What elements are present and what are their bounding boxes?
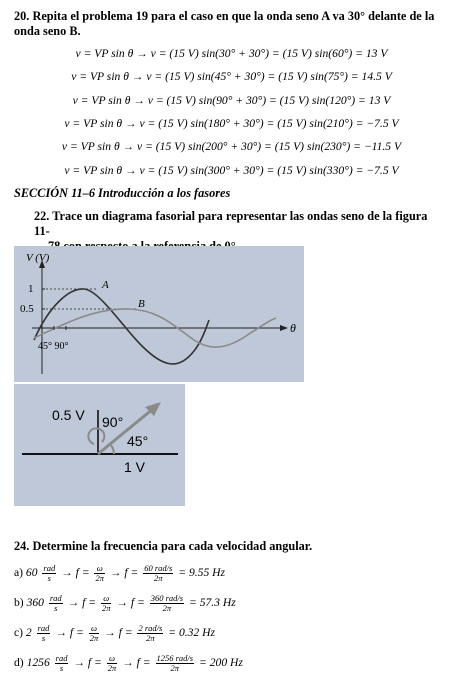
- omega-fraction: $\frac{\omega}{2\pi}$: [89, 623, 99, 643]
- value-fraction: $\frac{\text{60 rad/s}}{2\pi}$: [144, 563, 173, 583]
- answer-b-omega: 360: [26, 596, 44, 610]
- answer-d: d) 1256 $\frac{\text{rad}}{s}$ → f = $\frac{\omega}{2\pi}$ → f = $\frac{\text{1256 rad/s}}{2\pi}$ = 200 Hz: [14, 653, 243, 673]
- unit-fraction: $\frac{\text{rad}}{s}$: [43, 563, 56, 583]
- arrow-f: → f =: [61, 566, 90, 580]
- omega-fraction: $\frac{\omega}{2\pi}$: [107, 653, 117, 673]
- omega-fraction: $\frac{\omega}{2\pi}$: [101, 593, 111, 613]
- answer-c: c) 2 $\frac{\text{rad}}{s}$ → f = $\frac{\omega}{2\pi}$ → f = $\frac{\text{2 rad/s}}{2\pi}$ = 0.32 Hz: [14, 623, 216, 643]
- waveform-svg: [14, 246, 304, 382]
- equation-1: v = VP sin θ → v = (15 V) sin(30° + 30°) = (15 V) sin(60°) = 13 V: [75, 47, 388, 60]
- equation-6: v = VP sin θ → v = (15 V) sin(300° + 30°) = (15 V) sin(330°) = −7.5 V: [64, 164, 399, 177]
- answer-a-label: a): [14, 566, 24, 580]
- label-90: 90°: [102, 414, 124, 430]
- answer-a-omega: 60: [25, 566, 38, 580]
- answer-b-result: = 57.3 Hz: [188, 596, 236, 610]
- x-axis-label: θ: [290, 321, 296, 335]
- unit-fraction: $\frac{\text{rad}}{s}$: [37, 623, 50, 643]
- label-05v: 0.5 V: [52, 407, 85, 423]
- tick-05-label: 0.5: [20, 303, 34, 315]
- answer-b-label: b): [14, 596, 24, 610]
- unit-fraction: $\frac{\text{rad}}{s}$: [49, 593, 62, 613]
- equation-3: v = VP sin θ → v = (15 V) sin(90° + 30°) = (15 V) sin(120°) = 13 V: [72, 94, 391, 107]
- value-fraction: $\frac{\text{1256 rad/s}}{2\pi}$: [156, 653, 194, 673]
- value-fraction: $\frac{\text{2 rad/s}}{2\pi}$: [138, 623, 163, 643]
- equation-5: v = VP sin θ → v = (15 V) sin(200° + 30°) = (15 V) sin(230°) = −11.5 V: [61, 140, 402, 153]
- section-heading: SECCIÓN 11–6 Introducción a los fasores: [14, 186, 231, 200]
- answer-c-result: = 0.32 Hz: [168, 626, 216, 640]
- omega-fraction: $\frac{\omega}{2\pi}$: [95, 563, 104, 583]
- waveform-figure: [14, 246, 304, 382]
- wave-b-label: B: [138, 298, 145, 310]
- arrow-f: → f =: [55, 626, 84, 640]
- arc-45: [109, 443, 114, 454]
- phasor-figure: [14, 384, 185, 506]
- wave-a-label: A: [102, 279, 109, 291]
- problem-20-title: 20. Repita el problema 19 para el caso en que la onda seno A va 30° delante de la onda seno B.: [14, 9, 435, 38]
- phasor-svg: [14, 384, 185, 506]
- answer-c-omega: 2: [25, 626, 32, 640]
- arrow-f: → f =: [73, 656, 102, 670]
- unit-fraction: $\frac{\text{rad}}{s}$: [55, 653, 68, 673]
- arc-90: [88, 428, 104, 444]
- problem-24-title: 24. Determine la frecuencia para cada velocidad angular.: [14, 539, 313, 553]
- equation-4: v = VP sin θ → v = (15 V) sin(180° + 30°) = (15 V) sin(210°) = −7.5 V: [64, 117, 399, 130]
- answer-c-label: c): [14, 626, 24, 640]
- answer-d-result: = 200 Hz: [199, 656, 243, 670]
- answer-b: b) 360 $\frac{\text{rad}}{s}$ → f = $\frac{\omega}{2\pi}$ → f = $\frac{\text{360 rad/s}}{2\pi}$ = 57.3 Hz: [14, 593, 236, 613]
- y-axis-label: V (V): [26, 252, 50, 264]
- answer-d-omega: 1256: [26, 656, 50, 670]
- label-45: 45°: [127, 433, 149, 449]
- tick-1-label: 1: [28, 283, 34, 295]
- label-1v: 1 V: [124, 459, 146, 475]
- value-fraction: $\frac{\text{360 rad/s}}{2\pi}$: [150, 593, 184, 613]
- x-axis-arrowhead: [280, 325, 288, 331]
- equation-2: v = VP sin θ → v = (15 V) sin(45° + 30°) = (15 V) sin(75°) = 14.5 V: [71, 70, 392, 83]
- answer-a: a) 60 $\frac{\text{rad}}{s}$ → f = $\frac{\omega}{2\pi}$ → f = $\frac{\text{60 rad/s}}{2\pi}$ = 9.55 Hz: [14, 563, 226, 583]
- answer-a-result: = 9.55 Hz: [178, 566, 226, 580]
- arrow-f: → f =: [67, 596, 97, 610]
- answer-d-label: d): [14, 656, 24, 670]
- problem-22-line1: 22. Trace un diagrama fasorial para representar las ondas seno de la figura 11-: [34, 209, 428, 238]
- angle-labels: 45° 90°: [38, 341, 69, 352]
